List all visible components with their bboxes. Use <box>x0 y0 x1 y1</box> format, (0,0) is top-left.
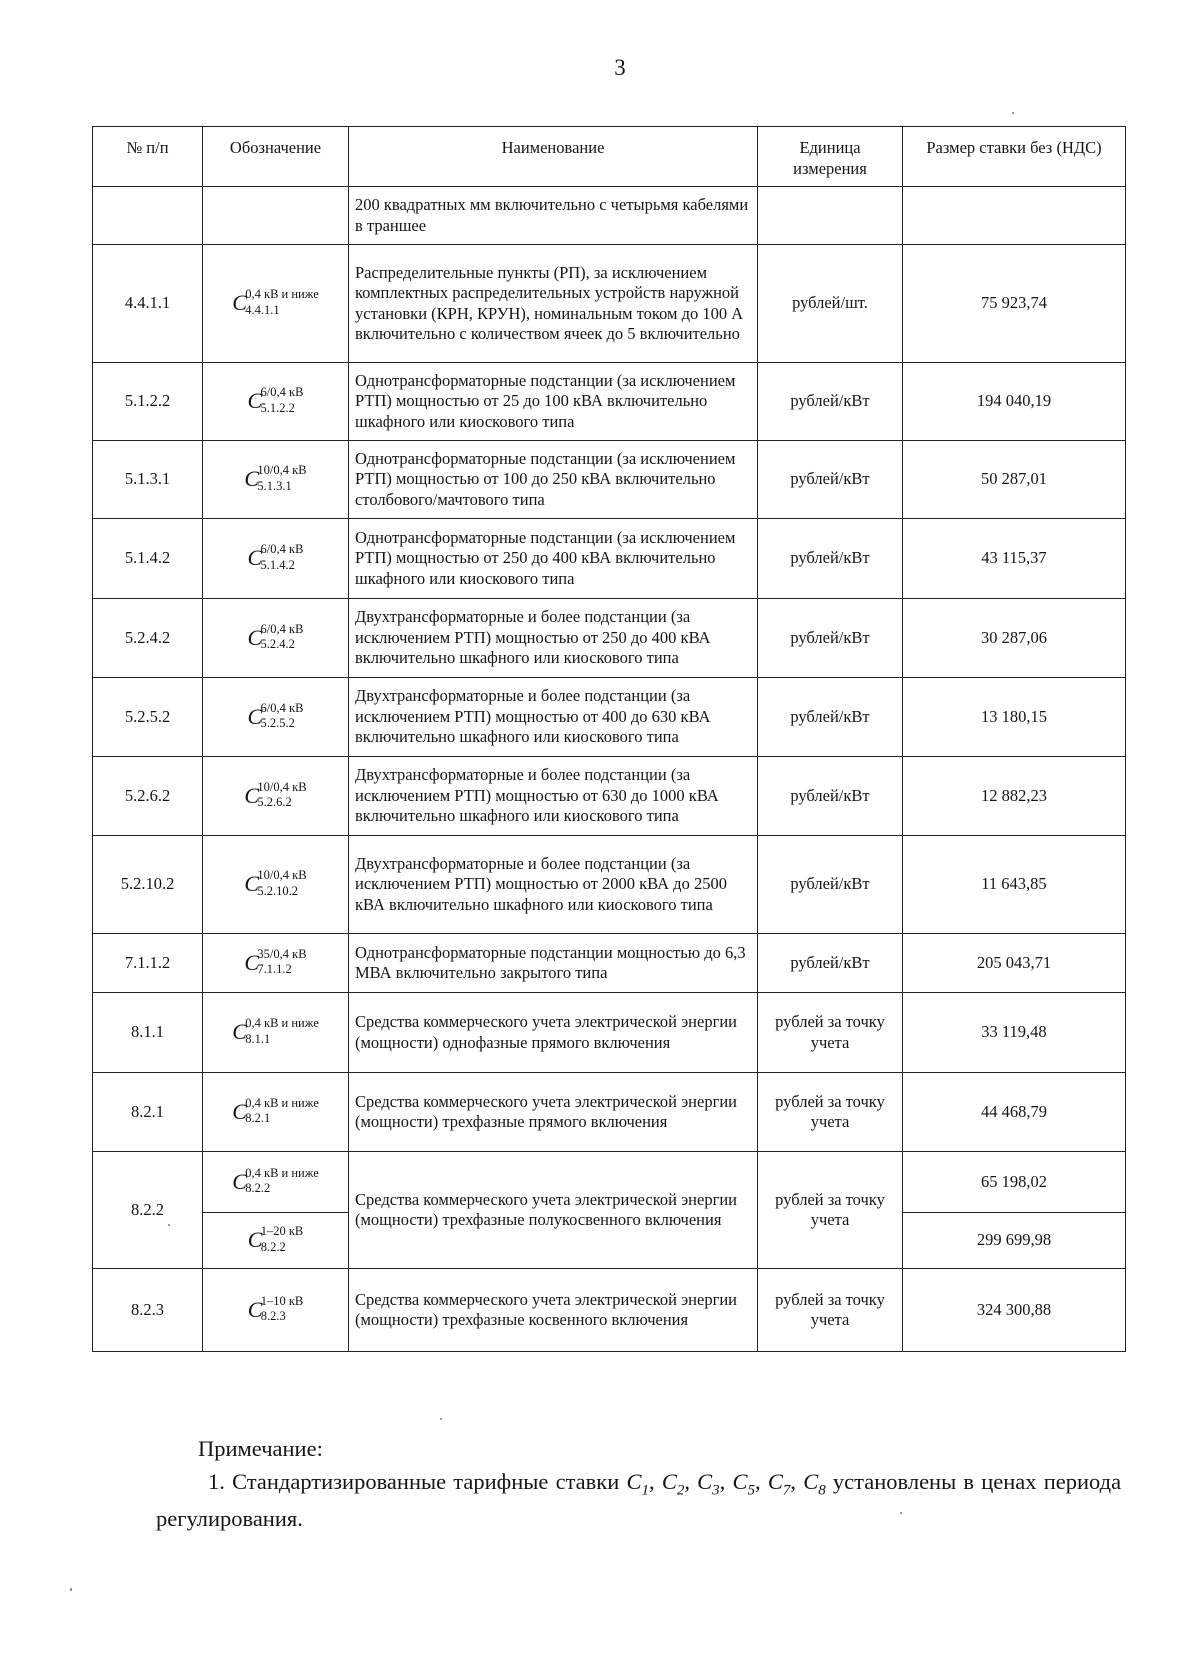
tariff-symbol <box>248 386 304 414</box>
row-name: Однотрансформаторные подстанции (за исключением РТП) мощностью от 250 до 400 кВА включительно шкафного или киоскового типа <box>349 519 758 599</box>
row-unit: рублей/кВт <box>758 934 903 993</box>
row-rate <box>903 187 1126 245</box>
symbol-voltage: 1–10 кВ <box>260 1293 304 1308</box>
row-designation <box>203 1073 349 1152</box>
row-number: 8.2.2 <box>93 1152 203 1269</box>
row-rate: 44 468,79 <box>903 1073 1126 1152</box>
symbol-voltage: 6/0,4 кВ <box>260 385 304 399</box>
note-rate: $C_1$ <box>626 1469 649 1499</box>
row-designation <box>203 599 349 678</box>
table-row <box>93 678 1126 757</box>
symbol-letter: C <box>247 545 263 570</box>
note-title: Примечание: <box>198 1436 323 1461</box>
symbol-voltage: 0,4 кВ и ниже <box>245 287 319 301</box>
row-name: Однотрансформаторные подстанции (за исключением РТП) мощностью от 100 до 250 кВА включительно столбового/мачтового типа <box>349 441 758 519</box>
symbol-letter: C <box>247 624 263 650</box>
tariff-symbol <box>244 948 306 976</box>
table-row <box>93 441 1126 519</box>
table-row <box>93 934 1126 993</box>
row-designation <box>203 519 349 599</box>
row-rate: 50 287,01 <box>903 441 1126 519</box>
symbol-index: 5.2.10.2 <box>257 883 299 898</box>
symbol-voltage: 10/0,4 кВ <box>257 779 307 794</box>
row-unit: рублей за точку учета <box>758 993 903 1073</box>
row-designation <box>203 1213 349 1269</box>
tariff-symbol <box>232 1167 319 1195</box>
header-designation: Обозначение <box>203 127 349 187</box>
symbol-letter: C <box>244 871 260 896</box>
tariff-symbol <box>232 1017 319 1045</box>
table-header-row <box>93 127 1126 187</box>
row-number: 5.1.4.2 <box>93 519 203 599</box>
scan-speck <box>168 1224 170 1226</box>
row-designation <box>203 245 349 363</box>
symbol-letter: C <box>244 949 260 975</box>
tariff-symbol <box>248 623 304 651</box>
table-row <box>93 599 1126 678</box>
page-number: 3 <box>614 55 626 80</box>
row-number: 7.1.1.2 <box>93 934 203 993</box>
tariff-table <box>92 126 1126 1352</box>
row-designation <box>203 934 349 993</box>
row-number: 5.2.5.2 <box>93 678 203 757</box>
symbol-letter: C <box>244 466 260 491</box>
row-unit: рублей/кВт <box>758 363 903 441</box>
row-number: 5.1.3.1 <box>93 441 203 519</box>
row-designation <box>203 441 349 519</box>
row-number: 8.2.1 <box>93 1073 203 1152</box>
row-number <box>93 187 203 245</box>
tariff-symbol <box>248 543 304 571</box>
row-designation <box>203 363 349 441</box>
symbol-index: 5.2.6.2 <box>257 795 292 809</box>
note-suffix: установлены в ценах периода регулирования. <box>156 1469 1122 1531</box>
table-row <box>93 1073 1126 1152</box>
symbol-letter: C <box>232 1019 247 1044</box>
symbol-voltage: 1–20 кВ <box>260 1224 304 1238</box>
symbol-letter: C <box>244 782 260 808</box>
row-name: Средства коммерческого учета электрической энергии (мощности) трехфазные полукосвенного включения <box>349 1152 758 1269</box>
row-unit: рублей за точку учета <box>758 1073 903 1152</box>
note-rate: $C_3$ <box>697 1469 720 1499</box>
row-unit: рублей/кВт <box>758 836 903 934</box>
row-number: 5.2.10.2 <box>93 836 203 934</box>
table-row <box>93 519 1126 599</box>
symbol-voltage: 35/0,4 кВ <box>257 946 307 961</box>
symbol-voltage: 6/0,4 кВ <box>260 621 304 636</box>
row-unit: рублей/кВт <box>758 599 903 678</box>
row-rate: 299 699,98 <box>903 1213 1126 1269</box>
row-number: 5.2.6.2 <box>93 757 203 836</box>
symbol-index: 7.1.1.2 <box>257 962 292 976</box>
symbol-index: 4.4.1.1 <box>245 302 280 317</box>
tariff-symbol <box>248 1225 304 1253</box>
note-rate: $C_2$ <box>661 1469 685 1499</box>
row-rate: 30 287,06 <box>903 599 1126 678</box>
row-designation <box>203 678 349 757</box>
row-rate: 324 300,88 <box>903 1269 1126 1352</box>
row-unit: рублей/шт. <box>758 245 903 363</box>
symbol-letter: C <box>247 1227 263 1252</box>
symbol-index: 8.2.1 <box>245 1111 271 1125</box>
tariff-symbol <box>232 288 319 316</box>
scan-speck <box>900 1512 902 1514</box>
symbol-voltage: 10/0,4 кВ <box>257 463 307 477</box>
symbol-index: 5.1.2.2 <box>260 400 295 415</box>
row-name: Однотрансформаторные подстанции мощностью до 6,3 МВА включительно закрытого типа <box>349 934 758 993</box>
note-rate: $C_7$ <box>767 1469 791 1499</box>
row-number: 8.1.1 <box>93 993 203 1073</box>
header-rate: Размер ставки без (НДС) <box>903 127 1126 187</box>
row-unit <box>758 187 903 245</box>
symbol-voltage: 0,4 кВ и ниже <box>245 1095 319 1110</box>
row-designation <box>203 1269 349 1352</box>
symbol-voltage: 6/0,4 кВ <box>260 700 304 715</box>
row-unit: рублей за точку учета <box>758 1152 903 1269</box>
row-name: Двухтрансформаторные и более подстанции (за исключением РТП) мощностью от 630 до 1000 кВА включительно шкафного или киоскового типа <box>349 757 758 836</box>
symbol-index: 8.1.1 <box>245 1031 271 1046</box>
row-rate: 11 643,85 <box>903 836 1126 934</box>
symbol-index: 5.2.4.2 <box>260 637 295 651</box>
symbol-index: 5.1.4.2 <box>260 557 295 572</box>
symbol-index: 8.2.3 <box>260 1309 286 1323</box>
table-row <box>93 1152 1126 1213</box>
row-rate: 194 040,19 <box>903 363 1126 441</box>
symbol-index: 5.2.5.2 <box>260 716 295 730</box>
note-prefix: 1. Стандартизированные тарифные ставки <box>208 1469 627 1494</box>
table-row <box>93 836 1126 934</box>
row-designation <box>203 836 349 934</box>
table-row <box>93 757 1126 836</box>
table-row <box>93 1269 1126 1352</box>
tariff-symbol <box>244 464 306 492</box>
header-number: № п/п <box>93 127 203 187</box>
tariff-symbol <box>244 869 306 897</box>
row-rate: 65 198,02 <box>903 1152 1126 1213</box>
row-designation <box>203 1152 349 1213</box>
symbol-voltage: 6/0,4 кВ <box>260 542 304 556</box>
row-unit: рублей/кВт <box>758 441 903 519</box>
table-row <box>93 245 1126 363</box>
note-rate-list: $C_1$, $C_2$, $C_3$, $C_5$, $C_7$, $C_8$ <box>626 1469 826 1499</box>
row-rate: 205 043,71 <box>903 934 1126 993</box>
table-row <box>93 363 1126 441</box>
row-rate: 43 115,37 <box>903 519 1126 599</box>
symbol-letter: C <box>247 1296 263 1322</box>
row-name: Средства коммерческого учета электрической энергии (мощности) трехфазные косвенного включения <box>349 1269 758 1352</box>
row-name: Средства коммерческого учета электрической энергии (мощности) однофазные прямого включения <box>349 993 758 1073</box>
row-rate: 12 882,23 <box>903 757 1126 836</box>
row-unit: рублей/кВт <box>758 757 903 836</box>
row-number: 8.2.3 <box>93 1269 203 1352</box>
tariff-symbol <box>232 1097 319 1125</box>
row-name: Однотрансформаторные подстанции (за исключением РТП) мощностью от 25 до 100 кВА включительно шкафного или киоскового типа <box>349 363 758 441</box>
scan-speck <box>440 1418 442 1420</box>
row-name: 200 квадратных мм включительно с четырьмя кабелями в траншее <box>349 187 758 245</box>
row-name: Двухтрансформаторные и более подстанции (за исключением РТП) мощностью от 2000 кВА до 2500 кВА включительно шкафного или киоскового типа <box>349 836 758 934</box>
row-designation <box>203 993 349 1073</box>
row-designation <box>203 187 349 245</box>
row-name: Средства коммерческого учета электрической энергии (мощности) трехфазные прямого включения <box>349 1073 758 1152</box>
symbol-letter: C <box>232 290 247 315</box>
symbol-letter: C <box>232 1168 247 1194</box>
symbol-index: 8.2.2 <box>260 1239 286 1254</box>
table-row <box>93 993 1126 1073</box>
tariff-symbol <box>248 1295 304 1323</box>
symbol-index: 8.2.2 <box>245 1181 271 1195</box>
row-name: Двухтрансформаторные и более подстанции (за исключением РТП) мощностью от 400 до 630 кВА включительно шкафного или киоскового типа <box>349 678 758 757</box>
row-number: 5.2.4.2 <box>93 599 203 678</box>
table-row <box>93 187 1126 245</box>
row-unit: рублей/кВт <box>758 519 903 599</box>
symbol-letter: C <box>232 1098 247 1124</box>
row-number: 5.1.2.2 <box>93 363 203 441</box>
symbol-voltage: 0,4 кВ и ниже <box>245 1165 319 1180</box>
row-rate: 13 180,15 <box>903 678 1126 757</box>
symbol-voltage: 0,4 кВ и ниже <box>245 1016 319 1030</box>
tariff-symbol <box>248 702 304 730</box>
symbol-voltage: 10/0,4 кВ <box>257 868 307 882</box>
tariff-symbol <box>244 781 306 809</box>
note-rate: $C_8$ <box>803 1469 826 1499</box>
note-text <box>156 1468 1121 1532</box>
note-rate: $C_5$ <box>732 1469 756 1499</box>
row-designation <box>203 757 349 836</box>
row-rate: 33 119,48 <box>903 993 1126 1073</box>
scan-speck <box>70 1588 72 1591</box>
header-unit: Единица измерения <box>758 127 903 187</box>
symbol-letter: C <box>247 388 263 413</box>
row-name: Распределительные пункты (РП), за исключением комплектных распределительных устройств наружной установки (КРН, КРУН), номинальным током до 100 А включительно с количеством ячеек до 5 включительно <box>349 245 758 363</box>
header-name: Наименование <box>349 127 758 187</box>
row-unit: рублей за точку учета <box>758 1269 903 1352</box>
row-unit: рублей/кВт <box>758 678 903 757</box>
symbol-letter: C <box>247 703 263 729</box>
scan-speck <box>1012 112 1014 114</box>
row-rate: 75 923,74 <box>903 245 1126 363</box>
symbol-index: 5.1.3.1 <box>257 478 292 493</box>
row-number: 4.4.1.1 <box>93 245 203 363</box>
row-name: Двухтрансформаторные и более подстанции (за исключением РТП) мощностью от 250 до 400 кВА включительно шкафного или киоскового типа <box>349 599 758 678</box>
